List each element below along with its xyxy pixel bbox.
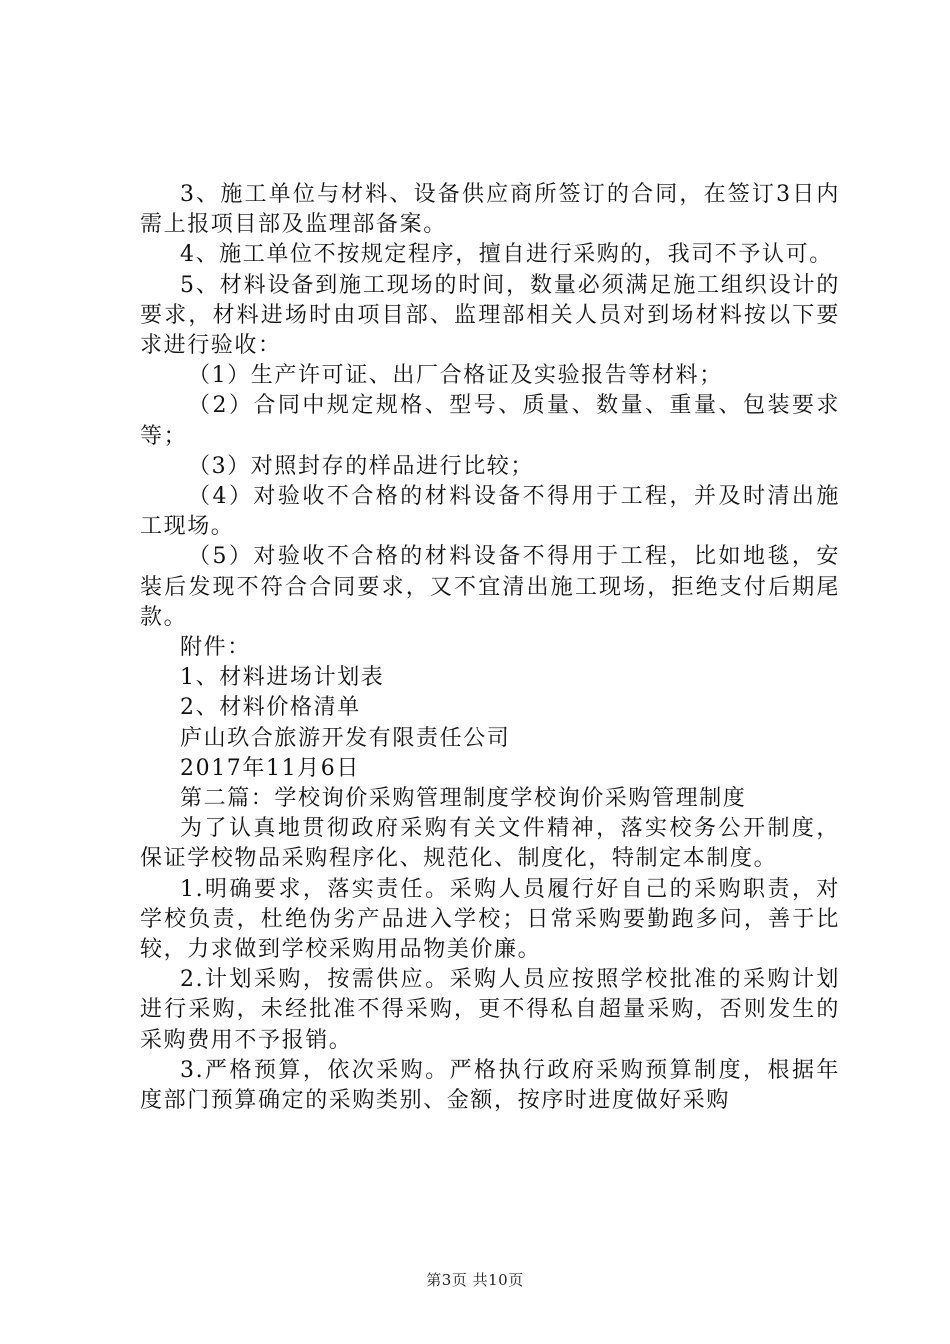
document-body xyxy=(140,180,840,1116)
paragraph-item-5: 5、材料设备到施工现场的时间，数量必须满足施工组织设计的要求，材料进场时由项目部、监理部相关人员对到场材料按以下要求进行验收： xyxy=(140,272,840,359)
document-date: 2017年11月6日 xyxy=(180,755,360,781)
sub-item-1: （1）生产许可证、出厂合格证及实验报告等材料； xyxy=(188,363,723,389)
paragraph-item-4: 4、施工单位不按规定程序，擅自进行采购的，我司不予认可。 xyxy=(180,242,833,268)
rule-item-2: 2.计划采购，按需供应。采购人员应按照学校批准的采购计划进行采购，未经批准不得采购，更不得私自超量采购，否则发生的采购费用不予报销。 xyxy=(140,967,840,1053)
attachment-item-1: 1、材料进场计划表 xyxy=(180,665,385,691)
sub-item-4: （4）对验收不合格的材料设备不得用于工程，并及时清出施工现场。 xyxy=(140,484,840,540)
sub-item-5: （5）对验收不合格的材料设备不得用于工程，比如地毯，安装后发现不符合合同要求，又不宜清出施工现场，拒绝支付后期尾款。 xyxy=(140,544,840,630)
paragraph-item-3: 3、施工单位与材料、设备供应商所签订的合同，在签订3日内需上报项目部及监理部备案。 xyxy=(140,182,840,238)
section-title: 第二篇：学校询价采购管理制度学校询价采购管理制度 xyxy=(180,786,747,812)
attachment-item-2: 2、材料价格清单 xyxy=(180,695,361,721)
page-number-footer: 第3页 共10页 xyxy=(426,1271,524,1289)
company-name: 庐山玖合旅游开发有限责任公司 xyxy=(180,725,511,751)
sub-item-3: （3）对照封存的样品进行比较； xyxy=(188,453,534,479)
attachments-heading: 附件： xyxy=(180,635,251,661)
rule-item-1: 1.明确要求，落实责任。采购人员履行好自己的采购职责，对学校负责，杜绝伪劣产品进入学校；日常采购要勤跑多问，善于比较，力求做到学校采购用品物美价廉。 xyxy=(140,876,840,963)
rule-item-3: 3.严格预算，依次采购。严格执行政府采购预算制度，根据年度部门预算确定的采购类别、金额，按序时进度做好采购 xyxy=(140,1057,840,1114)
sub-item-2: （2）合同中规定规格、型号、质量、数量、重量、包装要求等； xyxy=(140,393,840,449)
intro-paragraph: 为了认真地贯彻政府采购有关文件精神，落实校务公开制度，保证学校物品采购程序化、规范化、制度化，特制定本制度。 xyxy=(140,816,840,872)
